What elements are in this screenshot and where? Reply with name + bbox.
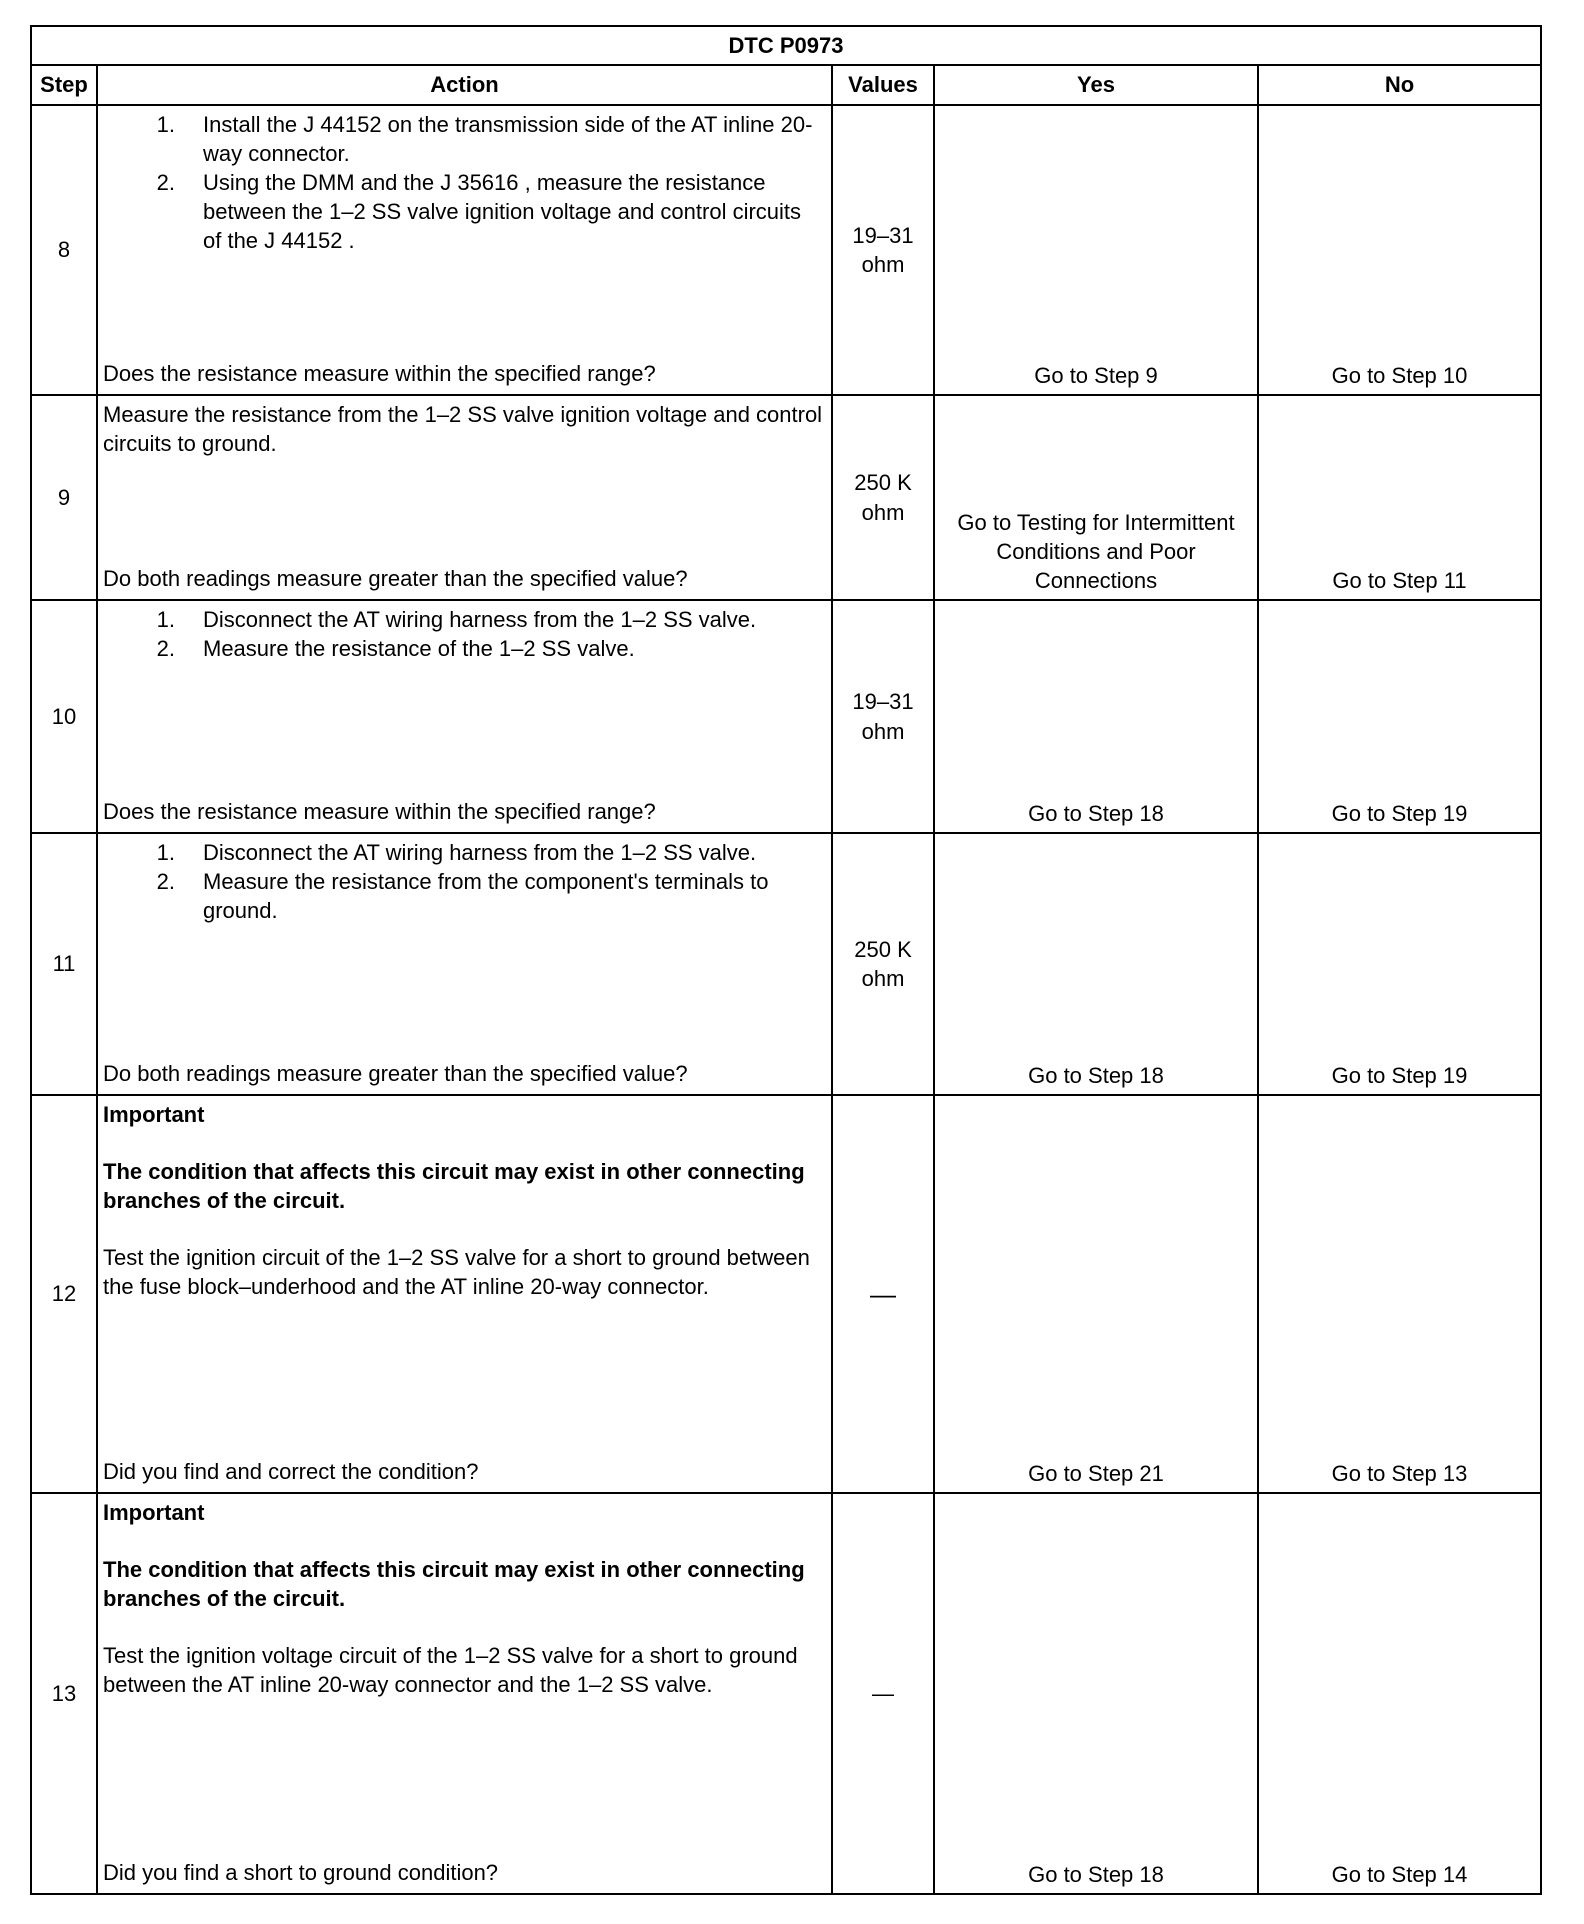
- no-cell: Go to Step 10: [1258, 105, 1541, 395]
- action-list: [103, 605, 823, 797]
- list-item: 1. Disconnect the AT wiring harness from the 1–2 SS valve.: [156, 607, 757, 632]
- yes-cell: Go to Step 18: [934, 1493, 1258, 1894]
- action-text: Measure the resistance from the 1–2 SS valve ignition voltage and control circuits to ground.: [103, 402, 823, 457]
- action-cell: [97, 600, 832, 833]
- table-row: [31, 105, 1541, 395]
- table-title: DTC P0973: [31, 26, 1541, 65]
- important-label: Important: [103, 1500, 205, 1525]
- action-question: Did you find and correct the condition?: [103, 1458, 479, 1484]
- header-step: Step: [31, 65, 97, 105]
- no-cell: Go to Step 11: [1258, 395, 1541, 600]
- step-number: 13: [31, 1493, 97, 1894]
- action-list: [103, 838, 823, 1059]
- action-question: Did you find a short to ground condition?: [103, 1859, 499, 1885]
- value-text: 19–31 ohm: [852, 222, 914, 277]
- value-text: 250 K ohm: [854, 470, 912, 525]
- dtc-table: [30, 25, 1542, 1895]
- value-text: —: [872, 1680, 894, 1706]
- value-cell: [832, 395, 934, 600]
- list-item: 1. Disconnect the AT wiring harness from the 1–2 SS valve.: [156, 840, 757, 865]
- action-question: Do both readings measure greater than the specified value?: [103, 565, 688, 591]
- step-number: 11: [31, 833, 97, 1095]
- list-item: 2. Measure the resistance from the component's terminals to ground.: [156, 869, 769, 924]
- action-list: [103, 110, 823, 359]
- yes-cell: Go to Step 18: [934, 600, 1258, 833]
- action-cell: [97, 395, 832, 600]
- value-cell: [832, 833, 934, 1095]
- yes-cell: Go to Step 9: [934, 105, 1258, 395]
- list-item: 2. Using the DMM and the J 35616 , measure the resistance between the 1–2 SS valve ignition voltage and control circuits of the J 44152 .: [156, 170, 802, 254]
- important-label: Important: [103, 1102, 205, 1127]
- list-item: 1. Install the J 44152 on the transmission side of the AT inline 20-way connector.: [156, 112, 813, 167]
- value-text: —: [870, 1278, 896, 1309]
- action-question: Does the resistance measure within the specified range?: [103, 798, 656, 824]
- step-number: 9: [31, 395, 97, 600]
- action-question: Do both readings measure greater than the specified value?: [103, 1060, 688, 1086]
- value-cell: [832, 600, 934, 833]
- yes-cell: Go to Testing for Intermittent Conditions and Poor Connections: [934, 395, 1258, 600]
- step-number: 10: [31, 600, 97, 833]
- table-row: [31, 833, 1541, 1095]
- action-cell: [97, 1493, 832, 1894]
- table-row: [31, 1095, 1541, 1493]
- action-cell: [97, 1095, 832, 1493]
- important-note: The condition that affects this circuit may exist in other connecting branches of the circuit.: [103, 1557, 805, 1612]
- header-action: Action: [97, 65, 832, 105]
- yes-cell: Go to Step 21: [934, 1095, 1258, 1493]
- action-text: Test the ignition voltage circuit of the 1–2 SS valve for a short to ground between the AT inline 20-way connector and the 1–2 SS valve.: [103, 1643, 798, 1698]
- action-cell: [97, 105, 832, 395]
- no-cell: Go to Step 19: [1258, 833, 1541, 1095]
- value-cell: [832, 105, 934, 395]
- important-note: The condition that affects this circuit may exist in other connecting branches of the circuit.: [103, 1159, 805, 1214]
- yes-cell: Go to Step 18: [934, 833, 1258, 1095]
- table-row: [31, 395, 1541, 600]
- value-cell: [832, 1493, 934, 1894]
- no-cell: Go to Step 13: [1258, 1095, 1541, 1493]
- list-item: 2. Measure the resistance of the 1–2 SS valve.: [156, 636, 635, 662]
- action-cell: [97, 833, 832, 1095]
- no-cell: Go to Step 14: [1258, 1493, 1541, 1894]
- value-cell: [832, 1095, 934, 1493]
- no-cell: Go to Step 19: [1258, 600, 1541, 833]
- value-text: 19–31 ohm: [852, 689, 914, 744]
- step-number: 12: [31, 1095, 97, 1493]
- header-yes: Yes: [934, 65, 1258, 105]
- header-no: No: [1258, 65, 1541, 105]
- table-row: [31, 600, 1541, 833]
- action-question: Does the resistance measure within the specified range?: [103, 360, 656, 386]
- table-row: [31, 1493, 1541, 1894]
- header-values: Values: [832, 65, 934, 105]
- step-number: 8: [31, 105, 97, 395]
- action-text: Test the ignition circuit of the 1–2 SS valve for a short to ground between the fuse block–underhood and the AT inline 20-way connector.: [103, 1245, 810, 1300]
- value-text: 250 K ohm: [854, 936, 912, 991]
